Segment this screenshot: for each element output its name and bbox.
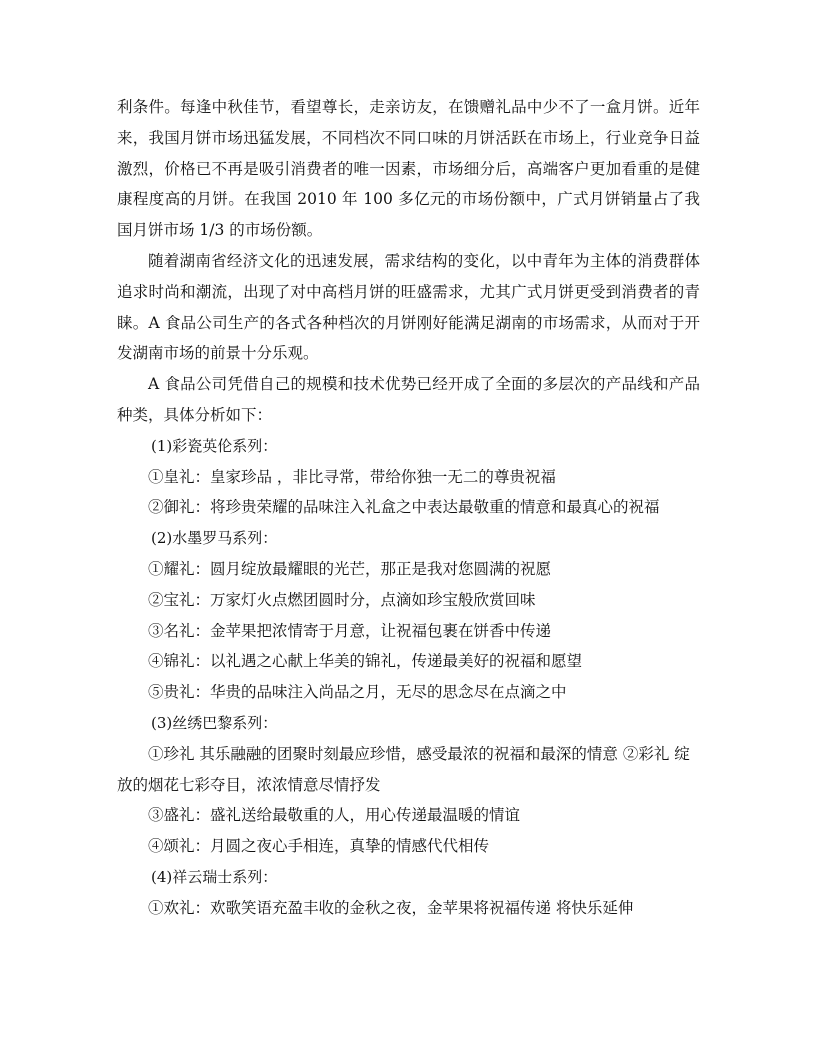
list-item: ①皇礼：皇家珍品 ，非比寻常，带给你独一无二的尊贵祝福 [148, 467, 556, 486]
paragraph-market-overview: 利条件。每逢中秋佳节，看望尊长，走亲访友，在馈赠礼品中少不了一盒月饼。近年来，我国月饼市场迅猛发展，不同档次不同口味的月饼活跃在市场上，行业竞争日益激烈，价格已不再是吸引消费者的唯一因素，市场细分后，高端客户更加看重的是健康程度高的月饼。在我国 2010 年 100 多亿元的市场份额中，广式月饼销量占了我国月饼市场 1/3 的市场份额。 [117, 98, 700, 240]
list-item: ①珍礼 其乐融融的团聚时刻最应珍惜，感受最浓的祝福和最深的情意 ②彩礼 绽放的烟花七彩夺目，浓浓情意尽情抒发 [117, 744, 690, 794]
list-item: ③盛礼：盛礼送给最敬重的人，用心传递最温暖的情谊 [148, 806, 521, 825]
paragraph-product-line-intro: A 食品公司凭借自己的规模和技术优势已经开成了全面的多层次的产品线和产品种类，具体分析如下： [117, 375, 700, 424]
series-heading-silk-paris: (3)丝绣巴黎系列： [151, 713, 278, 732]
list-item: ③名礼：金苹果把浓情寄于月意，让祝福包裹在饼香中传递 [148, 621, 552, 640]
list-item: ④锦礼：以礼遇之心献上华美的锦礼，传递最美好的祝福和愿望 [148, 652, 583, 671]
list-item: ②御礼：将珍贵荣耀的品味注入礼盒之中表达最敬重的情意和最真心的祝福 [148, 498, 660, 517]
list-item: ⑤贵礼：华贵的品味注入尚品之月，无尽的思念尽在点滴之中 [148, 683, 567, 702]
list-item: ④颂礼：月圆之夜心手相连，真挚的情感代代相传 [148, 837, 490, 856]
paragraph-hunan-demand: 随着湖南省经济文化的迅速发展，需求结构的变化，以中青年为主体的消费群体追求时尚和潮流，出现了对中高档月饼的旺盛需求，尤其广式月饼更受到消费者的青睐。A 食品公司生产的各式各种档次的月饼刚好能满足湖南的市场需求，从而对于开发湖南市场的前景十分乐观。 [117, 251, 700, 363]
series-heading-cloud-switzerland: (4)祥云瑞士系列： [151, 867, 278, 886]
list-item: ①耀礼：圆月绽放最耀眼的光芒，那正是我对您圆满的祝愿 [148, 559, 552, 578]
list-item: ②宝礼：万家灯火点燃团圆时分，点滴如珍宝般欣赏回味 [148, 590, 536, 609]
list-item: ①欢礼：欢歌笑语充盈丰收的金秋之夜，金苹果将祝福传递 将快乐延伸 [148, 898, 634, 917]
document-body [117, 92, 700, 924]
series-heading-ink-rome: (2)水墨罗马系列： [151, 529, 278, 548]
series-heading-ceramic-england: (1)彩瓷英伦系列： [151, 436, 278, 455]
